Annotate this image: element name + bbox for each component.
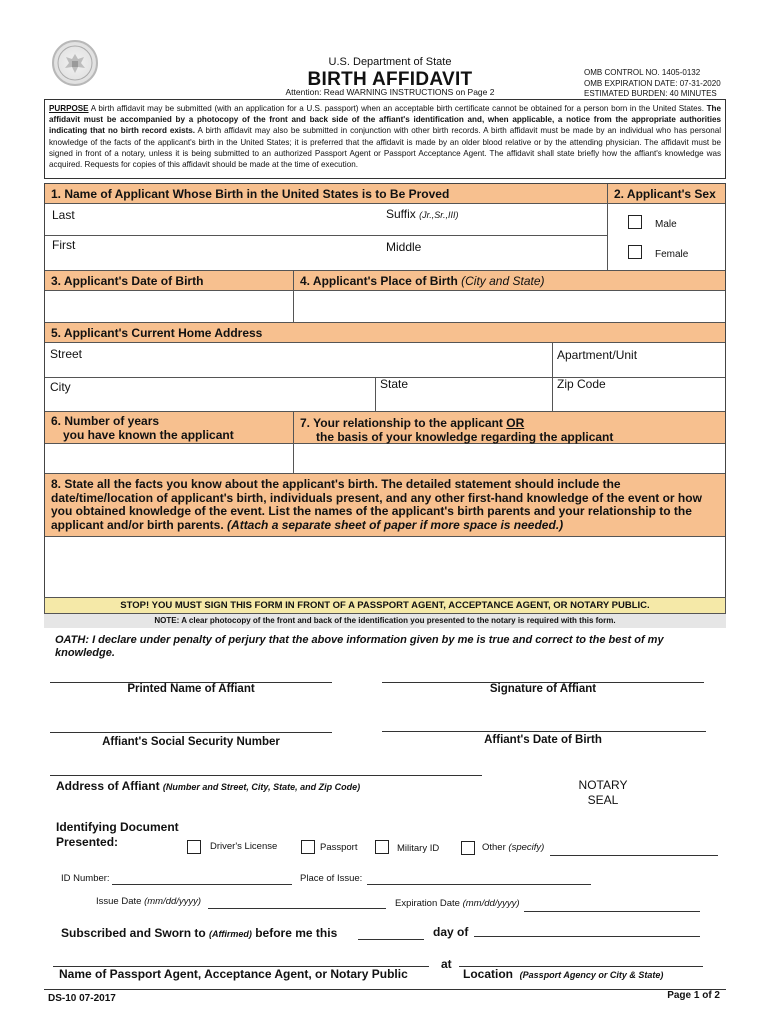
section-1-header: 1. Name of Applicant Whose Birth in the United States is to Be Proved	[45, 184, 607, 204]
issue-date-label: Issue Date (mm/dd/yyyy)	[96, 896, 202, 907]
female-label: Female	[655, 249, 689, 260]
ssn-line[interactable]	[50, 732, 332, 733]
state-label: State	[380, 377, 409, 391]
middle-name-label: Middle	[386, 240, 422, 254]
military-id-checkbox[interactable]	[375, 840, 389, 854]
military-id-label: Military ID	[397, 843, 440, 854]
other-id-checkbox[interactable]	[461, 841, 475, 855]
section-3-header: 3. Applicant's Date of Birth	[45, 270, 293, 291]
attention-note: Attention: Read WARNING INSTRUCTIONS on Page 2	[285, 87, 495, 97]
place-of-issue-label: Place of Issue:	[300, 873, 363, 884]
ssn-label: Affiant's Social Security Number	[102, 736, 280, 748]
id-number-line[interactable]	[112, 884, 292, 885]
place-of-issue-line[interactable]	[367, 884, 591, 885]
day-line[interactable]	[358, 939, 424, 940]
omb-info	[584, 68, 721, 100]
affiant-address-label: Address of Affiant (Number and Street, City, State, and Zip Code)	[56, 779, 361, 793]
apartment-label: Apartment/Unit	[557, 348, 638, 362]
form-title: BIRTH AFFIDAVIT	[307, 69, 473, 90]
identification-note: NOTE: A clear photocopy of the front and back of the identification you presented to the notary is required with this form.	[44, 614, 726, 628]
relationship-field[interactable]	[294, 444, 725, 473]
footer-divider	[44, 989, 726, 990]
first-name-label: First	[52, 238, 76, 252]
female-checkbox[interactable]	[628, 245, 642, 259]
section-6-header: 6. Number of years you have known the applicant	[45, 411, 293, 444]
suffix-label: Suffix (Jr.,Sr.,III)	[386, 207, 459, 221]
applicant-form	[44, 183, 726, 616]
omb-expiration: OMB EXPIRATION DATE: 07-31-2020	[584, 78, 721, 88]
zip-code-label: Zip Code	[557, 377, 606, 391]
at-label: at	[441, 957, 452, 971]
agent-name-label: Name of Passport Agent, Acceptance Agent, or Notary Public	[59, 967, 408, 981]
expiration-date-label: Expiration Date (mm/dd/yyyy)	[395, 898, 520, 909]
date-of-birth-field[interactable]	[45, 291, 293, 322]
street-label: Street	[50, 347, 83, 361]
expiration-date-line[interactable]	[524, 911, 700, 912]
form-number: DS-10 07-2017	[48, 993, 116, 1004]
other-specify-line[interactable]	[550, 855, 718, 856]
purpose-bold-text: The affidavit must be accompanied by a photocopy of the front and back side of the affiant's identification and, when applicable, a notice from the appropriate authorities indicating that no birth record exists.	[49, 104, 721, 136]
drivers-license-label: Driver's License	[210, 841, 278, 852]
department-seal	[52, 40, 98, 86]
department-name: U.S. Department of State	[328, 56, 452, 68]
city-label: City	[50, 380, 71, 394]
identifying-document-label: Identifying Document Presented:	[56, 820, 179, 849]
place-of-birth-field[interactable]	[294, 291, 725, 322]
omb-control: OMB CONTROL NO. 1405-0132	[584, 68, 701, 77]
affiant-dob-line[interactable]	[382, 731, 706, 732]
location-label: Location (Passport Agency or City & State)	[463, 967, 664, 981]
purpose-box	[44, 99, 726, 179]
passport-checkbox[interactable]	[301, 840, 315, 854]
printed-name-label: Printed Name of Affiant	[127, 683, 255, 695]
section-7-header: 7. Your relationship to the applicant OR the basis of your knowledge regarding the applicant	[293, 411, 725, 444]
section-4-header: 4. Applicant's Place of Birth (City and State)	[293, 270, 725, 291]
day-of-label: day of	[433, 925, 469, 939]
issue-date-line[interactable]	[208, 908, 386, 909]
notary-seal-area: NOTARY SEAL	[578, 778, 628, 807]
purpose-text-1: A birth affidavit may be submitted (with an application for a U.S. passport) when an acceptable birth certificate cannot be obtained for a person born in the United States.	[88, 104, 707, 113]
drivers-license-checkbox[interactable]	[187, 840, 201, 854]
subscribed-sworn-label: Subscribed and Sworn to (Affirmed) before me this	[61, 926, 338, 940]
signature-label: Signature of Affiant	[489, 683, 597, 695]
purpose-text-2: A birth affidavit may also be submitted in conjunction with other birth records. A birth affidavit must be made by an individual who has personal knowledge of the facts of the applicant's birth in the United States; it is preferred that the affidavit is made by an older blood relative or by the attending physician. The affidavit must be signed in front of a notary, unless it is being submitted to an authorized Passport Agent or Passport Acceptance Agent. The affidavit shall state briefly how the affiant's knowledge was acquired. Requests for copies of this affidavit should be made at the time of execution.	[49, 126, 721, 170]
oath-statement: OATH: I declare under penalty of perjury that the above information given by me is true and correct to the best of my knowledge.	[55, 634, 664, 659]
eagle-seal-icon	[54, 42, 96, 84]
section-2-header: 2. Applicant's Sex	[607, 184, 725, 204]
male-label: Male	[655, 219, 677, 230]
affiant-address-line[interactable]	[50, 775, 482, 776]
month-year-line[interactable]	[474, 936, 700, 937]
passport-label: Passport	[320, 842, 358, 853]
page-number: Page 1 of 2	[667, 990, 720, 1001]
stop-warning: STOP! YOU MUST SIGN THIS FORM IN FRONT OF A PASSPORT AGENT, ACCEPTANCE AGENT, OR NOTARY PUBLIC.	[44, 597, 726, 614]
estimated-burden: ESTIMATED BURDEN: 40 MINUTES	[584, 89, 717, 98]
section-5-header: 5. Applicant's Current Home Address	[45, 322, 725, 343]
other-id-label: Other (specify)	[482, 842, 545, 853]
male-checkbox[interactable]	[628, 215, 642, 229]
id-number-label: ID Number:	[61, 873, 110, 884]
section-8-header: 8. State all the facts you know about the applicant's birth. The detailed statement should include the date/time/location of applicant's birth, individuals present, and any other first-hand knowledge of the event or how you obtained knowledge of the event. List the names of the applicant's birth parents and your relationship to the applicant and/or birth parents. (Attach a separate sheet of paper if more space is needed.)	[45, 473, 725, 537]
years-known-field[interactable]	[45, 444, 293, 473]
affiant-dob-label: Affiant's Date of Birth	[484, 734, 602, 746]
last-name-label: Last	[52, 208, 75, 222]
birth-facts-field[interactable]	[45, 537, 725, 595]
purpose-label: PURPOSE	[49, 104, 89, 113]
